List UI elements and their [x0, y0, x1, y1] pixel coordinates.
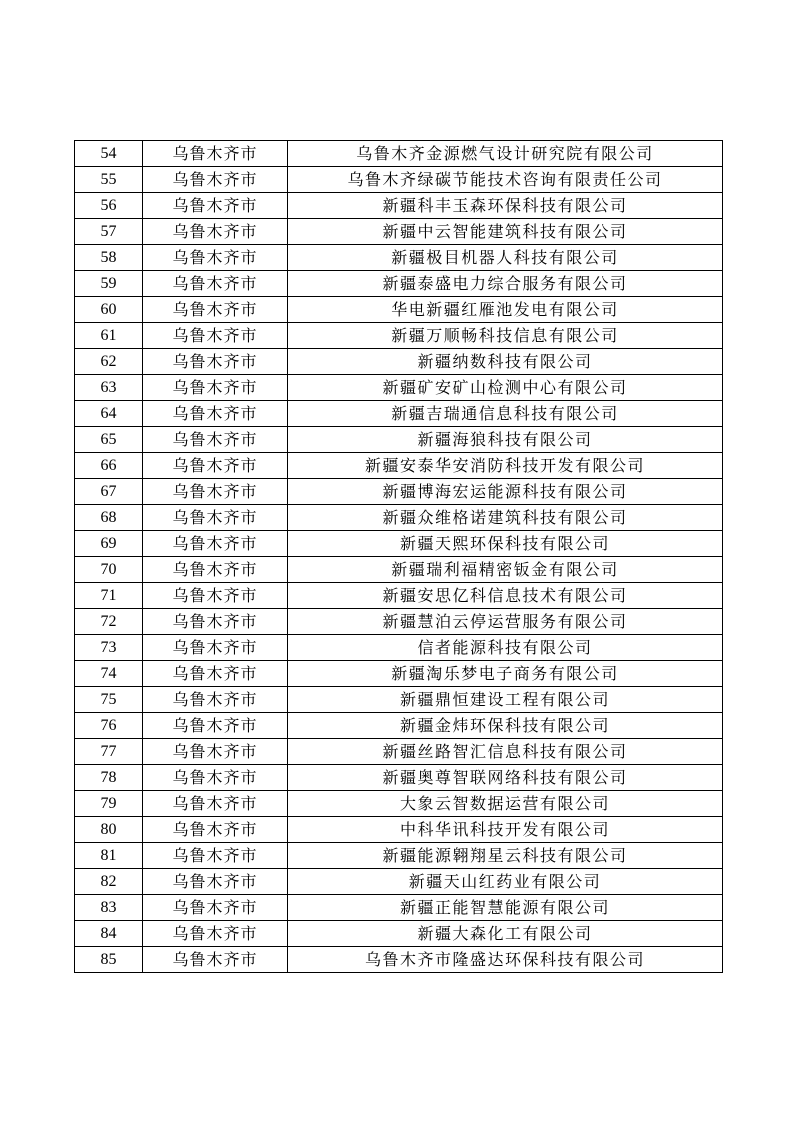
company-name-cell: 新疆瑞利福精密钣金有限公司 [288, 557, 723, 583]
company-name-cell: 新疆天山红药业有限公司 [288, 869, 723, 895]
row-number-cell: 59 [75, 271, 143, 297]
table-row [75, 531, 723, 557]
table-row [75, 271, 723, 297]
company-name-cell: 新疆海狼科技有限公司 [288, 427, 723, 453]
row-number-cell: 75 [75, 687, 143, 713]
city-cell: 乌鲁木齐市 [143, 843, 288, 869]
city-cell: 乌鲁木齐市 [143, 401, 288, 427]
table-row [75, 219, 723, 245]
row-number-cell: 73 [75, 635, 143, 661]
company-name-cell: 信者能源科技有限公司 [288, 635, 723, 661]
table-row [75, 713, 723, 739]
company-name-cell: 新疆吉瑞通信息科技有限公司 [288, 401, 723, 427]
company-name-cell: 新疆丝路智汇信息科技有限公司 [288, 739, 723, 765]
row-number-cell: 70 [75, 557, 143, 583]
row-number-cell: 80 [75, 817, 143, 843]
city-cell: 乌鲁木齐市 [143, 141, 288, 167]
city-cell: 乌鲁木齐市 [143, 167, 288, 193]
row-number-cell: 81 [75, 843, 143, 869]
city-cell: 乌鲁木齐市 [143, 947, 288, 973]
table-row [75, 167, 723, 193]
company-name-cell: 新疆鼎恒建设工程有限公司 [288, 687, 723, 713]
company-name-cell: 新疆万顺畅科技信息有限公司 [288, 323, 723, 349]
row-number-cell: 65 [75, 427, 143, 453]
row-number-cell: 78 [75, 765, 143, 791]
city-cell: 乌鲁木齐市 [143, 713, 288, 739]
table-row [75, 453, 723, 479]
table-row [75, 791, 723, 817]
city-cell: 乌鲁木齐市 [143, 557, 288, 583]
table-row [75, 947, 723, 973]
company-name-cell: 乌鲁木齐金源燃气设计研究院有限公司 [288, 141, 723, 167]
company-name-cell: 新疆泰盛电力综合服务有限公司 [288, 271, 723, 297]
company-name-cell: 新疆博海宏运能源科技有限公司 [288, 479, 723, 505]
row-number-cell: 71 [75, 583, 143, 609]
company-name-cell: 新疆众维格诺建筑科技有限公司 [288, 505, 723, 531]
row-number-cell: 74 [75, 661, 143, 687]
company-name-cell: 新疆纳数科技有限公司 [288, 349, 723, 375]
row-number-cell: 79 [75, 791, 143, 817]
row-number-cell: 72 [75, 609, 143, 635]
city-cell: 乌鲁木齐市 [143, 297, 288, 323]
table-row [75, 245, 723, 271]
row-number-cell: 66 [75, 453, 143, 479]
city-cell: 乌鲁木齐市 [143, 479, 288, 505]
city-cell: 乌鲁木齐市 [143, 895, 288, 921]
company-name-cell: 新疆矿安矿山检测中心有限公司 [288, 375, 723, 401]
company-name-cell: 大象云智数据运营有限公司 [288, 791, 723, 817]
table-row [75, 739, 723, 765]
company-name-cell: 新疆奥尊智联网络科技有限公司 [288, 765, 723, 791]
table-row [75, 583, 723, 609]
city-cell: 乌鲁木齐市 [143, 791, 288, 817]
table-row [75, 635, 723, 661]
company-name-cell: 新疆科丰玉森环保科技有限公司 [288, 193, 723, 219]
table-row [75, 661, 723, 687]
row-number-cell: 83 [75, 895, 143, 921]
city-cell: 乌鲁木齐市 [143, 453, 288, 479]
row-number-cell: 76 [75, 713, 143, 739]
city-cell: 乌鲁木齐市 [143, 661, 288, 687]
table-row [75, 375, 723, 401]
company-name-cell: 新疆极目机器人科技有限公司 [288, 245, 723, 271]
city-cell: 乌鲁木齐市 [143, 765, 288, 791]
row-number-cell: 67 [75, 479, 143, 505]
table-row [75, 557, 723, 583]
row-number-cell: 55 [75, 167, 143, 193]
company-name-cell: 华电新疆红雁池发电有限公司 [288, 297, 723, 323]
city-cell: 乌鲁木齐市 [143, 505, 288, 531]
row-number-cell: 60 [75, 297, 143, 323]
row-number-cell: 68 [75, 505, 143, 531]
company-name-cell: 中科华讯科技开发有限公司 [288, 817, 723, 843]
table-row [75, 401, 723, 427]
city-cell: 乌鲁木齐市 [143, 921, 288, 947]
table-row [75, 427, 723, 453]
company-name-cell: 新疆大森化工有限公司 [288, 921, 723, 947]
company-name-cell: 新疆天熙环保科技有限公司 [288, 531, 723, 557]
company-name-cell: 乌鲁木齐市隆盛达环保科技有限公司 [288, 947, 723, 973]
table-row [75, 843, 723, 869]
table-row [75, 193, 723, 219]
table-row [75, 895, 723, 921]
city-cell: 乌鲁木齐市 [143, 349, 288, 375]
city-cell: 乌鲁木齐市 [143, 271, 288, 297]
city-cell: 乌鲁木齐市 [143, 193, 288, 219]
table-row [75, 349, 723, 375]
table-row [75, 609, 723, 635]
table-row [75, 297, 723, 323]
row-number-cell: 58 [75, 245, 143, 271]
company-name-cell: 新疆慧泊云停运营服务有限公司 [288, 609, 723, 635]
row-number-cell: 56 [75, 193, 143, 219]
row-number-cell: 63 [75, 375, 143, 401]
company-name-cell: 新疆淘乐梦电子商务有限公司 [288, 661, 723, 687]
row-number-cell: 61 [75, 323, 143, 349]
city-cell: 乌鲁木齐市 [143, 323, 288, 349]
city-cell: 乌鲁木齐市 [143, 375, 288, 401]
city-cell: 乌鲁木齐市 [143, 869, 288, 895]
city-cell: 乌鲁木齐市 [143, 583, 288, 609]
table-row [75, 921, 723, 947]
company-name-cell: 新疆金炜环保科技有限公司 [288, 713, 723, 739]
table-row [75, 141, 723, 167]
company-name-cell: 新疆安泰华安消防科技开发有限公司 [288, 453, 723, 479]
city-cell: 乌鲁木齐市 [143, 219, 288, 245]
table-row [75, 817, 723, 843]
row-number-cell: 64 [75, 401, 143, 427]
company-name-cell: 新疆中云智能建筑科技有限公司 [288, 219, 723, 245]
table-row [75, 687, 723, 713]
company-list-table [74, 140, 723, 973]
table-row [75, 479, 723, 505]
row-number-cell: 84 [75, 921, 143, 947]
row-number-cell: 82 [75, 869, 143, 895]
city-cell: 乌鲁木齐市 [143, 739, 288, 765]
company-name-cell: 新疆安思亿科信息技术有限公司 [288, 583, 723, 609]
city-cell: 乌鲁木齐市 [143, 609, 288, 635]
row-number-cell: 85 [75, 947, 143, 973]
table-body [75, 141, 723, 973]
city-cell: 乌鲁木齐市 [143, 531, 288, 557]
city-cell: 乌鲁木齐市 [143, 817, 288, 843]
company-name-cell: 新疆能源翱翔星云科技有限公司 [288, 843, 723, 869]
row-number-cell: 77 [75, 739, 143, 765]
company-name-cell: 新疆正能智慧能源有限公司 [288, 895, 723, 921]
company-name-cell: 乌鲁木齐绿碳节能技术咨询有限责任公司 [288, 167, 723, 193]
row-number-cell: 62 [75, 349, 143, 375]
table-row [75, 765, 723, 791]
row-number-cell: 57 [75, 219, 143, 245]
table-row [75, 869, 723, 895]
table-row [75, 323, 723, 349]
city-cell: 乌鲁木齐市 [143, 687, 288, 713]
table-row [75, 505, 723, 531]
city-cell: 乌鲁木齐市 [143, 245, 288, 271]
city-cell: 乌鲁木齐市 [143, 427, 288, 453]
row-number-cell: 69 [75, 531, 143, 557]
row-number-cell: 54 [75, 141, 143, 167]
city-cell: 乌鲁木齐市 [143, 635, 288, 661]
